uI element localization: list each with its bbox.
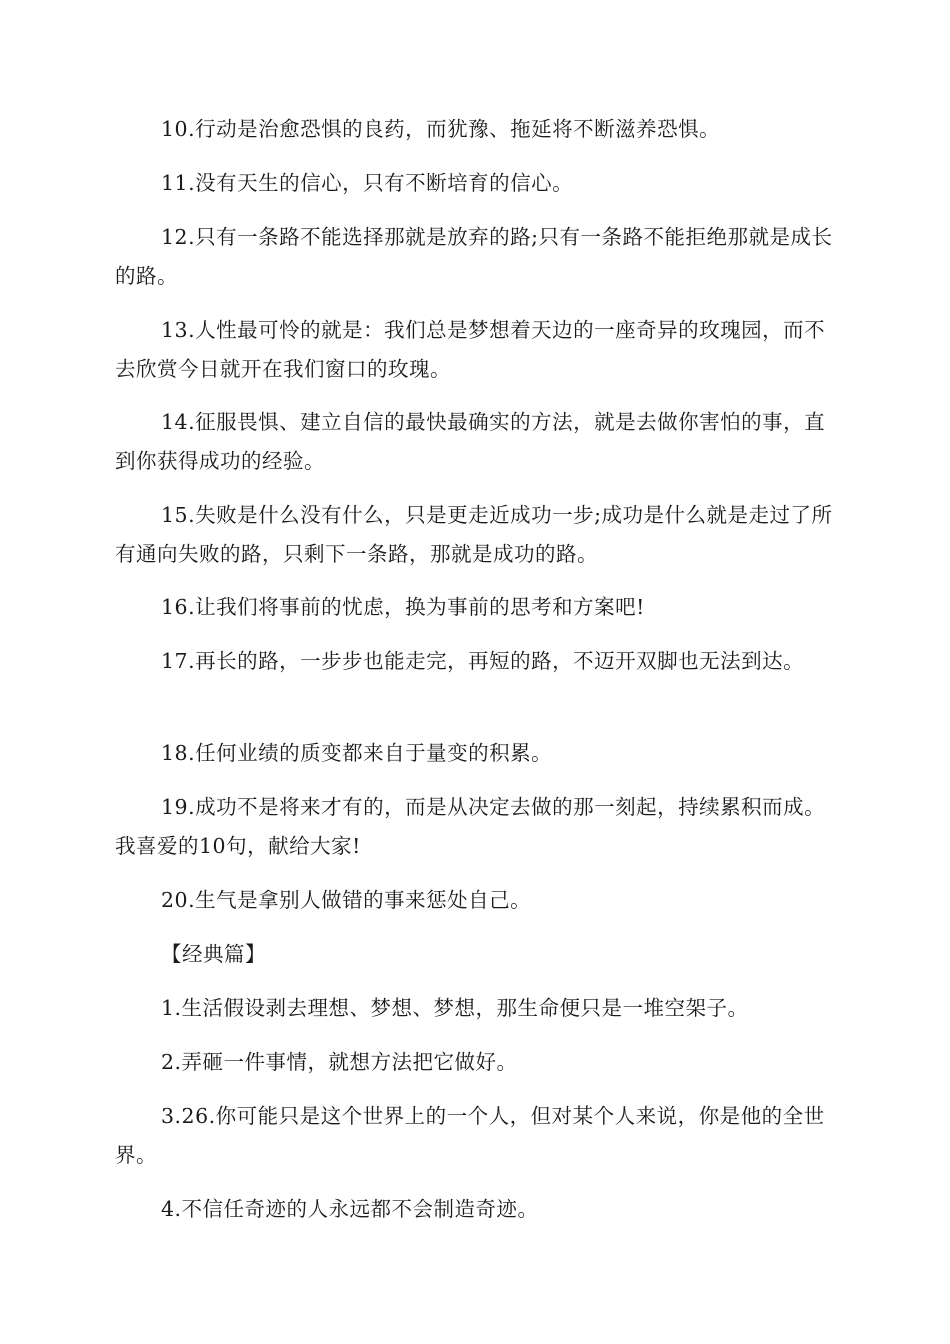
- paragraph-18: 18.任何业绩的质变都来自于量变的积累。: [161, 741, 553, 765]
- paragraph-10: 10.行动是治愈恐惧的良药，而犹豫、拖延将不断滋养恐惧。: [161, 117, 721, 141]
- paragraph-17: 17.再长的路，一步步也能走完，再短的路，不迈开双脚也无法到达。: [161, 649, 805, 673]
- paragraph-classic-3: 3.26.你可能只是这个世界上的一个人，但对某个人来说，你是他的全世界。: [115, 1104, 825, 1167]
- paragraph-12: 12.只有一条路不能选择那就是放弃的路;只有一条路不能拒绝那就是成长的路。: [115, 225, 833, 288]
- paragraph-classic-2: 2.弄砸一件事情，就想方法把它做好。: [161, 1050, 518, 1074]
- paragraph-16: 16.让我们将事前的忧虑，换为事前的思考和方案吧!: [161, 595, 645, 619]
- paragraph-20: 20.生气是拿别人做错的事来惩处自己。: [161, 888, 532, 912]
- paragraph-11: 11.没有天生的信心，只有不断培育的信心。: [161, 171, 574, 195]
- paragraph-classic-4: 4.不信任奇迹的人永远都不会制造奇迹。: [161, 1197, 539, 1221]
- section-heading-classic: 【经典篇】: [161, 942, 266, 966]
- paragraph-15: 15.失败是什么没有什么，只是更走近成功一步;成功是什么就是走过了所有通向失败的路，只剩下一条路，那就是成功的路。: [115, 503, 833, 566]
- paragraph-13: 13.人性最可怜的就是：我们总是梦想着天边的一座奇异的玫瑰园，而不去欣赏今日就开在我们窗口的玫瑰。: [115, 318, 826, 381]
- paragraph-classic-1: 1.生活假设剥去理想、梦想、梦想，那生命便只是一堆空架子。: [161, 996, 749, 1020]
- paragraph-14: 14.征服畏惧、建立自信的最快最确实的方法，就是去做你害怕的事，直到你获得成功的经验。: [115, 410, 826, 473]
- paragraph-19: 19.成功不是将来才有的，而是从决定去做的那一刻起，持续累积而成。我喜爱的10句，献给大家!: [115, 795, 826, 858]
